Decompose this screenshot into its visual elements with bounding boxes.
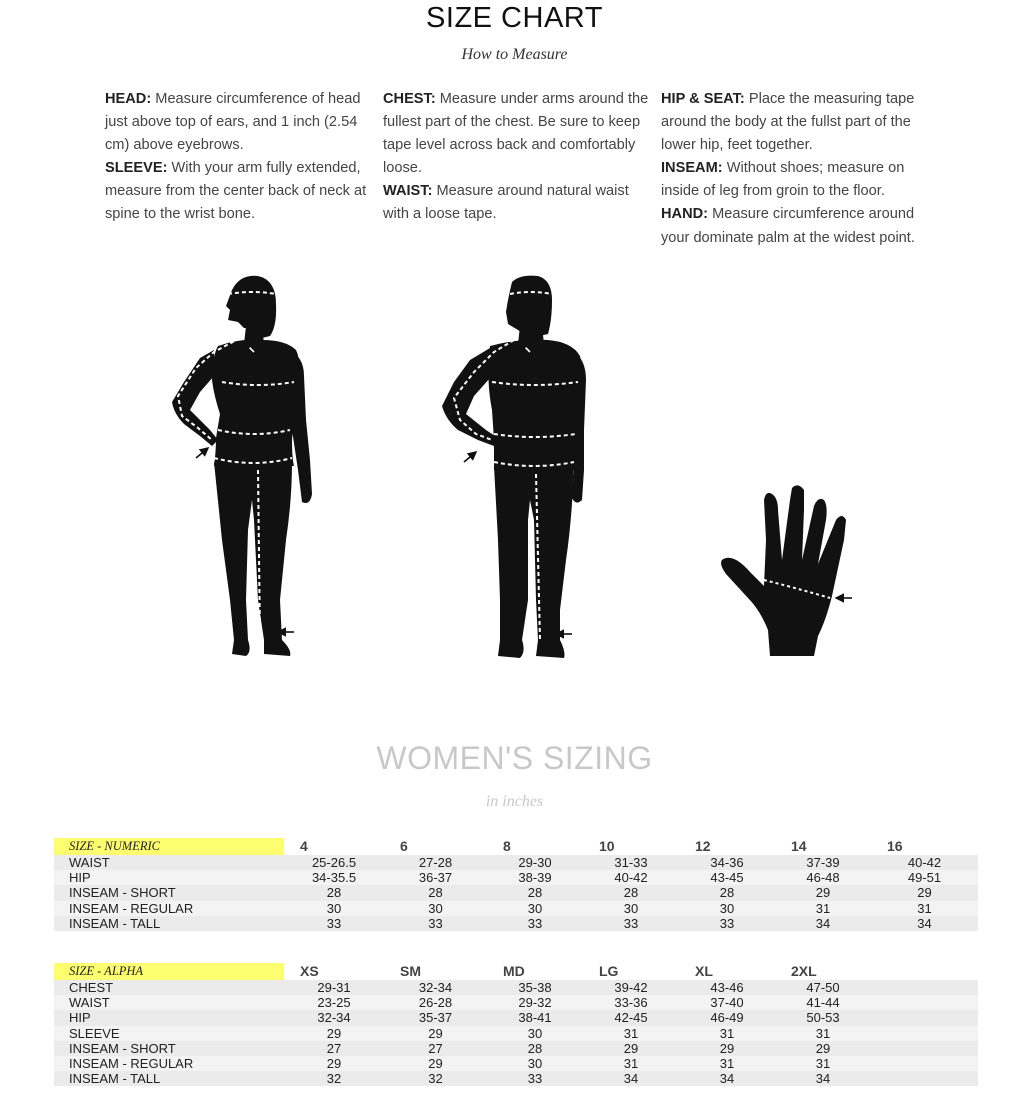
table-row	[54, 995, 978, 1010]
table-cell: 30	[679, 901, 775, 916]
table-cell: 33	[284, 916, 384, 931]
table-cell: 35-37	[384, 1010, 487, 1025]
table-label: SIZE - NUMERIC	[54, 838, 284, 855]
table-row	[54, 1071, 978, 1086]
table-cell: 27-28	[384, 855, 487, 870]
table-cell: 28	[679, 885, 775, 900]
table-cell: 30	[284, 901, 384, 916]
instruction-text: Measure circumference of head just above top of ears, and 1 inch (2.54 cm) above eyebrows.	[105, 91, 361, 154]
table-cell: 31	[775, 1056, 871, 1071]
table-cell: 36-37	[384, 870, 487, 885]
instruction-waist	[383, 180, 651, 226]
table-cell: 43-46	[679, 980, 775, 995]
table-cell: 33	[487, 916, 583, 931]
row-label: INSEAM - REGULAR	[54, 901, 284, 916]
table-cell: 33	[679, 916, 775, 931]
table-cell	[871, 1026, 978, 1041]
table-cell: 28	[583, 885, 679, 900]
table-cell: 25-26.5	[284, 855, 384, 870]
table-cell: 29	[871, 885, 978, 900]
table-cell: 29-32	[487, 995, 583, 1010]
table-cell	[871, 1071, 978, 1086]
table-cell: 33	[487, 1071, 583, 1086]
row-label: INSEAM - REGULAR	[54, 1056, 284, 1071]
man-silhouette	[442, 276, 586, 658]
table-cell: 29	[284, 1026, 384, 1041]
table-cell	[871, 1010, 978, 1025]
table-row	[54, 1056, 978, 1071]
table-cell: 32-34	[384, 980, 487, 995]
column-header: 8	[503, 838, 511, 854]
table-row	[54, 1041, 978, 1056]
column-header: XL	[695, 963, 713, 979]
table-cell: 29	[384, 1026, 487, 1041]
instruction-hand	[661, 203, 923, 249]
measurement-illustrations	[0, 262, 1029, 672]
instruction-term: CHEST:	[383, 91, 436, 107]
instructions-column-2	[383, 88, 651, 227]
table-cell: 38-41	[487, 1010, 583, 1025]
row-label: INSEAM - SHORT	[54, 885, 284, 900]
table-cell: 40-42	[871, 855, 978, 870]
page-subtitle: How to Measure	[461, 46, 568, 63]
row-label: INSEAM - SHORT	[54, 1041, 284, 1056]
table-cell: 33	[583, 916, 679, 931]
instruction-head	[105, 88, 367, 157]
woman-silhouette	[172, 276, 312, 656]
table-cell: 43-45	[679, 870, 775, 885]
table-cell: 31	[871, 901, 978, 916]
column-header: 6	[400, 838, 408, 854]
column-header: LG	[599, 963, 619, 979]
alpha-size-table	[54, 963, 978, 1086]
column-header: 14	[791, 838, 807, 854]
table-cell: 38-39	[487, 870, 583, 885]
table-cell: 28	[384, 885, 487, 900]
table-cell: 23-25	[284, 995, 384, 1010]
instruction-text: Place the measuring tape around the body at the fullst part of the lower hip, feet together.	[661, 91, 915, 154]
instruction-text: Measure under arms around the fullest part of the chest. Be sure to keep tape level across back and comfortably loose.	[383, 91, 649, 177]
table-cell: 31	[775, 1026, 871, 1041]
table-cell: 41-44	[775, 995, 871, 1010]
table-header-row	[54, 963, 978, 980]
table-cell: 49-51	[871, 870, 978, 885]
table-cell: 29	[775, 885, 871, 900]
table-cell	[871, 1056, 978, 1071]
instruction-text: Without shoes; measure on inside of leg from groin to the floor.	[661, 160, 905, 200]
table-cell	[871, 1041, 978, 1056]
section-title: WOMEN'S SIZING	[376, 740, 653, 776]
table-cell: 31	[775, 901, 871, 916]
column-header: XS	[300, 963, 319, 979]
table-cell: 30	[487, 901, 583, 916]
table-cell: 37-40	[679, 995, 775, 1010]
row-label: INSEAM - TALL	[54, 916, 284, 931]
page-title: SIZE CHART	[426, 2, 603, 34]
table-cell	[871, 980, 978, 995]
row-label: INSEAM - TALL	[54, 1071, 284, 1086]
table-cell: 34	[775, 916, 871, 931]
row-label: HIP	[54, 870, 284, 885]
column-header	[871, 963, 978, 980]
instruction-term: WAIST:	[383, 183, 433, 200]
column-header: 16	[887, 838, 903, 854]
table-cell: 27	[384, 1041, 487, 1056]
instruction-hip-seat	[661, 88, 923, 157]
instruction-chest	[383, 88, 651, 180]
table-cell: 34	[583, 1071, 679, 1086]
table-cell: 31-33	[583, 855, 679, 870]
column-header: SM	[400, 963, 421, 979]
table-cell: 50-53	[775, 1010, 871, 1025]
table-cell: 29	[284, 1056, 384, 1071]
row-label: SLEEVE	[54, 1026, 284, 1041]
column-header: MD	[503, 963, 525, 979]
table-row	[54, 1010, 978, 1025]
table-cell: 34-36	[679, 855, 775, 870]
instruction-term: HEAD:	[105, 91, 152, 107]
table-cell: 37-39	[775, 855, 871, 870]
instructions-column-3	[661, 88, 923, 250]
table-cell: 29	[775, 1041, 871, 1056]
table-row	[54, 870, 978, 885]
table-label: SIZE - ALPHA	[54, 963, 284, 980]
table-cell: 29-30	[487, 855, 583, 870]
row-label: CHEST	[54, 980, 284, 995]
row-label: WAIST	[54, 855, 284, 870]
table-cell: 33	[384, 916, 487, 931]
table-cell: 30	[487, 1026, 583, 1041]
instruction-term: HAND:	[661, 206, 709, 223]
table-row	[54, 855, 978, 870]
table-cell: 30	[384, 901, 487, 916]
table-row	[54, 1026, 978, 1041]
table-cell: 31	[679, 1026, 775, 1041]
table-cell: 42-45	[583, 1010, 679, 1025]
column-header: 10	[599, 838, 615, 854]
row-label: WAIST	[54, 995, 284, 1010]
table-cell: 26-28	[384, 995, 487, 1010]
table-cell: 31	[679, 1056, 775, 1071]
table-cell	[871, 995, 978, 1010]
table-cell: 29	[679, 1041, 775, 1056]
table-cell: 34	[871, 916, 978, 931]
table-cell: 32	[284, 1071, 384, 1086]
table-cell: 33-36	[583, 995, 679, 1010]
instruction-text: Measure around natural waist with a loose tape.	[383, 183, 629, 223]
table-cell: 31	[583, 1026, 679, 1041]
table-cell: 32-34	[284, 1010, 384, 1025]
instruction-text: With your arm fully extended, measure from the center back of neck at spine to the wrist bone.	[105, 160, 367, 223]
numeric-size-table	[54, 838, 978, 931]
table-cell: 35-38	[487, 980, 583, 995]
table-row	[54, 885, 978, 900]
row-label: HIP	[54, 1010, 284, 1025]
hand-silhouette	[721, 485, 852, 656]
table-cell: 28	[487, 885, 583, 900]
table-cell: 34-35.5	[284, 870, 384, 885]
column-header: 2XL	[791, 963, 817, 979]
table-cell: 47-50	[775, 980, 871, 995]
instruction-term: SLEEVE:	[105, 160, 168, 177]
table-cell: 46-49	[679, 1010, 775, 1025]
instructions-column-1	[105, 88, 367, 227]
table-cell: 31	[583, 1056, 679, 1071]
table-row	[54, 901, 978, 916]
table-cell: 29	[384, 1056, 487, 1071]
column-header: 4	[300, 838, 308, 854]
table-cell: 39-42	[583, 980, 679, 995]
table-cell: 32	[384, 1071, 487, 1086]
instruction-inseam	[661, 157, 923, 203]
table-row	[54, 916, 978, 931]
table-cell: 28	[487, 1041, 583, 1056]
section-subtitle: in inches	[485, 793, 544, 810]
table-cell: 30	[583, 901, 679, 916]
table-cell: 46-48	[775, 870, 871, 885]
column-header: 12	[695, 838, 711, 854]
table-header-row	[54, 838, 978, 855]
instruction-term: INSEAM:	[661, 160, 723, 177]
table-cell: 28	[284, 885, 384, 900]
table-cell: 27	[284, 1041, 384, 1056]
table-cell: 29-31	[284, 980, 384, 995]
instruction-text: Measure circumference around your dominate palm at the widest point.	[661, 206, 915, 246]
table-cell: 34	[775, 1071, 871, 1086]
table-cell: 40-42	[583, 870, 679, 885]
table-row	[54, 980, 978, 995]
table-cell: 30	[487, 1056, 583, 1071]
instruction-sleeve	[105, 157, 367, 226]
table-cell: 34	[679, 1071, 775, 1086]
table-cell: 29	[583, 1041, 679, 1056]
instruction-term: HIP & SEAT:	[661, 91, 745, 107]
